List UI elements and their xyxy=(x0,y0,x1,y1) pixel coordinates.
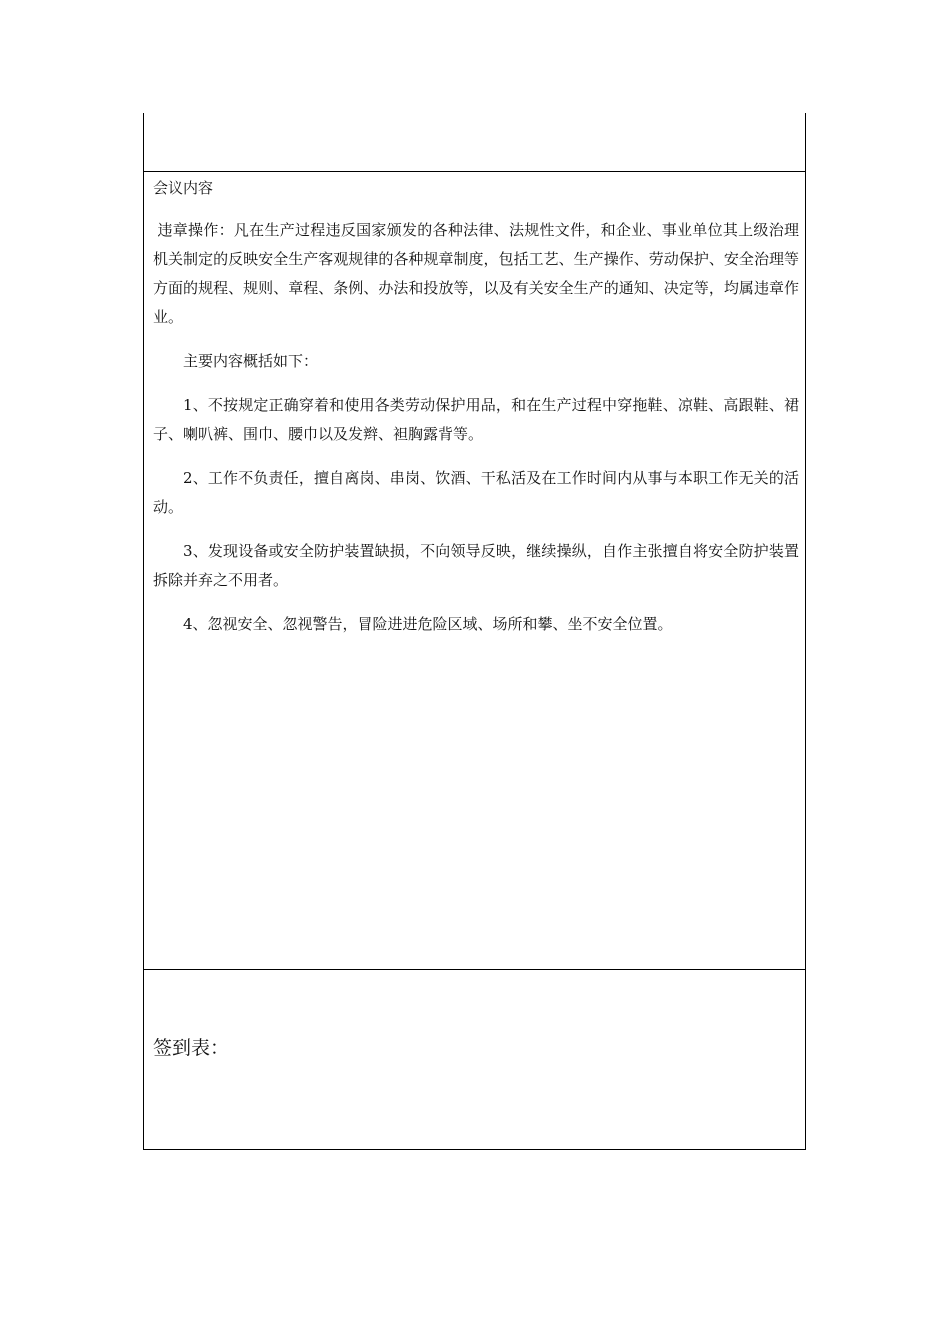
list-item: 3、发现设备或安全防护装置缺损，不向领导反映，继续操纵，自作主张擅自将安全防护装置拆除并弃之不用者。 xyxy=(153,542,799,589)
violation-definition-paragraph: 违章操作：凡在生产过程违反国家颁发的各种法律、法规性文件，和企业、事业单位其上级治理机关制定的反映安全生产客观规律的各种规章制度，包括工艺、生产操作、劳动保护、安全治理等方面的规程、规则、章程、条例、办法和投放等，以及有关安全生产的通知、决定等，均属违章作业。 xyxy=(153,221,799,326)
list-item: 2、工作不负责任，擅自离岗、串岗、饮酒、干私活及在工作时间内从事与本职工作无关的活动。 xyxy=(153,469,799,516)
meeting-content-label: 会议内容 xyxy=(153,179,214,197)
meeting-content-body xyxy=(153,216,799,654)
table-row-top xyxy=(144,113,805,172)
list-item: 4、忽视安全、忽视警告，冒险进进危险区域、场所和攀、坐不安全位置。 xyxy=(183,615,673,633)
table-row-sign-in xyxy=(144,970,805,1149)
list-item: 1、不按规定正确穿着和使用各类劳动保护用品，和在生产过程中穿拖鞋、凉鞋、高跟鞋、裙子、喇叭裤、围巾、腰巾以及发辫、袒胸露背等。 xyxy=(153,396,799,443)
summary-intro-paragraph: 主要内容概括如下： xyxy=(183,352,319,370)
sign-in-label: 签到表： xyxy=(153,1037,230,1059)
table-row-meeting-content xyxy=(144,172,805,970)
meeting-record-table xyxy=(143,113,806,1150)
